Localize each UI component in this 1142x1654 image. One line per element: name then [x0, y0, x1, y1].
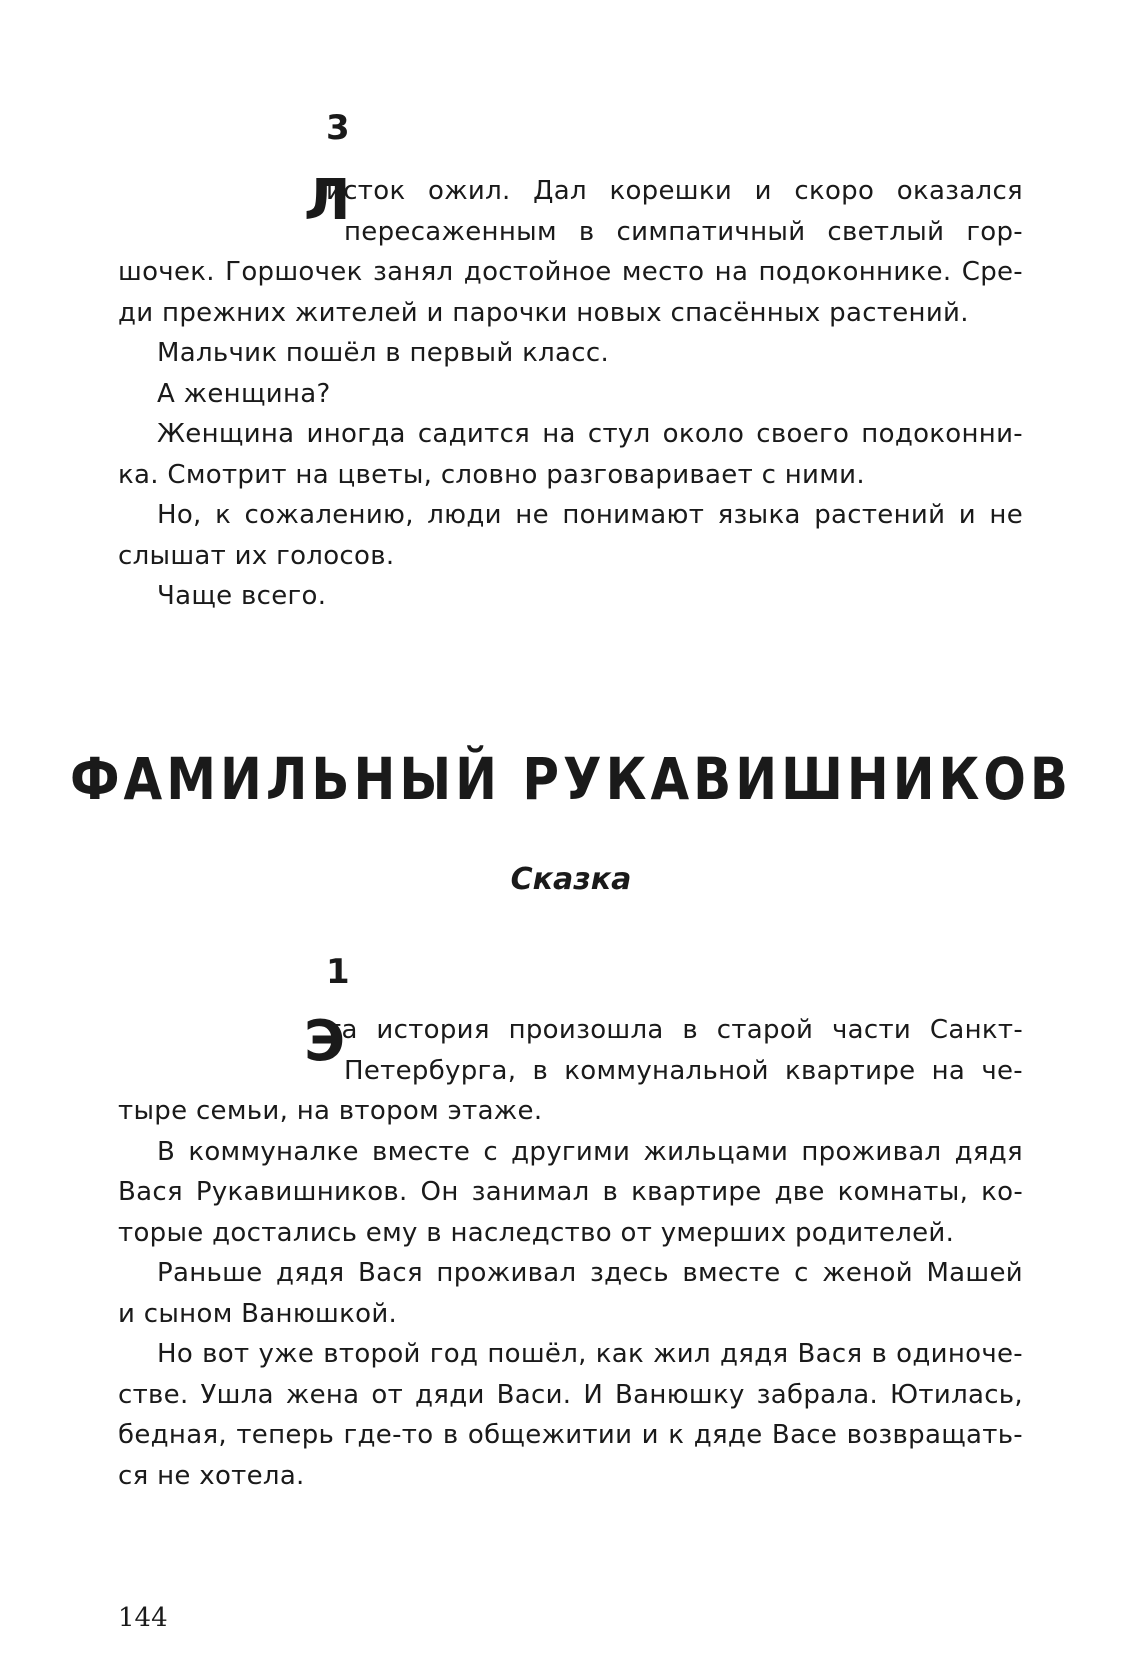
text-line: торые достались ему в наследство от умерших родителей. [118, 1217, 955, 1248]
drop-cap: Э [304, 1009, 346, 1074]
text-line: Вася Рукавишников. Он занимал в квартире две комнаты, ко- [118, 1177, 1023, 1207]
section-number: 3 [326, 108, 350, 148]
text-line: пересаженным в симпатичный светлый гор- [344, 216, 1023, 247]
text-line: исток ожил. Дал корешки и скоро оказался [326, 176, 1023, 206]
paragraph: Чаще всего. [157, 581, 327, 611]
paragraph: Мальчик пошёл в первый класс. [157, 338, 610, 368]
text-line: Но, к сожалению, люди не понимают языка растений и не [157, 500, 1023, 530]
text-line: шочек. Горшочек занял достойное место на подоконнике. Сре- [118, 257, 1023, 287]
text-line: ка. Смотрит на цветы, словно разговаривает с ними. [118, 459, 865, 490]
section-1-text [118, 1010, 1023, 1496]
text-line: тыре семьи, на втором этаже. [118, 1096, 543, 1126]
text-line: В коммуналке вместе с другими жильцами проживал дядя [157, 1136, 1023, 1167]
story-subtitle: Сказка [510, 862, 632, 897]
section-3-text [118, 168, 1023, 617]
text-line: слышат их голосов. [118, 540, 395, 571]
section-number: 1 [326, 952, 350, 992]
text-line: та история произошла в старой части Санкт- [326, 1015, 1023, 1045]
drop-cap: Л [304, 168, 351, 233]
text-line: ди прежних жителей и парочки новых спасённых растений. [118, 297, 969, 328]
text-line: бедная, теперь где-то в общежитии и к дяде Васе возвращать- [118, 1420, 1023, 1450]
text-line: стве. Ушла жена от дяди Васи. И Ванюшку забрала. Ютилась, [118, 1379, 1023, 1410]
text-line: Петербурга, в коммунальной квартире на че- [344, 1055, 1023, 1086]
text-line: Женщина иногда садится на стул около своего подоконни- [157, 419, 1023, 449]
text-line: ся не хотела. [118, 1460, 305, 1491]
text-line: Раньше дядя Вася проживал здесь вместе с женой Машей [157, 1258, 1023, 1288]
text-line: Но вот уже второй год пошёл, как жил дядя Вася в одиноче- [157, 1339, 1023, 1369]
page-number: 144 [118, 1603, 168, 1633]
text-line: и сыном Ванюшкой. [118, 1298, 398, 1329]
story-title: ФАМИЛЬНЫЙ РУКАВИШНИКОВ [69, 746, 1073, 813]
paragraph: А женщина? [157, 378, 331, 409]
